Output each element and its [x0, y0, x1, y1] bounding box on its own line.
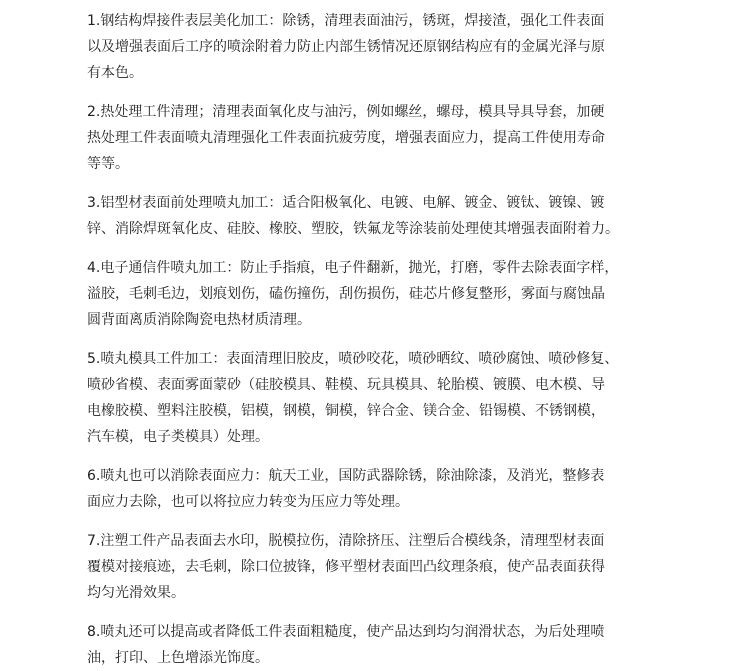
- paragraph-2: [87, 99, 720, 177]
- text-line: 6.喷丸也可以消除表面应力：航天工业，国防武器除锈，除油除漆，及消光，整修表: [87, 468, 605, 484]
- text-line: 3.铝型材表面前处理喷丸加工：适合阳极氧化、电镀、电解、镀金、镀钛、镀镍、镀: [87, 195, 605, 211]
- paragraph-8: [87, 619, 720, 671]
- text-line: 溢胶，毛刺毛边，划痕划伤，磕伤撞伤，刮伤损伤，硅芯片修复整形，雾面与腐蚀晶: [87, 286, 605, 302]
- text-line: 1.钢结构焊接件表层美化加工：除锈，清理表面油污，锈斑，焊接渣，强化工件表面: [87, 13, 605, 29]
- paragraph-6: [87, 463, 720, 515]
- text-line: 电橡胶模、塑料注胶模，铝模，钢模，铜模，锌合金、镁合金、铅锡模、不锈钢模，: [87, 403, 605, 419]
- text-line: 覆模对接痕迹，去毛刺，除口位披锋，修平塑材表面凹凸纹理条痕，使产品表面获得: [87, 559, 605, 575]
- text-line: 油，打印、上色增添光饰度。: [87, 650, 269, 666]
- text-line: 均匀光滑效果。: [87, 585, 185, 601]
- text-line: 有本色。: [87, 65, 143, 81]
- paragraph-3: [87, 190, 720, 242]
- text-line: 面应力去除，也可以将拉应力转变为压应力等处理。: [87, 494, 409, 510]
- text-line: 热处理工件表面喷丸清理强化工件表面抗疲劳度，增强表面应力，提高工件使用寿命: [87, 130, 605, 146]
- text-line: 8.喷丸还可以提高或者降低工件表面粗糙度，使产品达到均匀润滑状态，为后处理喷: [87, 624, 605, 640]
- text-line: 5.喷丸模具工件加工：表面清理旧胶皮，喷砂咬花，喷砂晒纹、喷砂腐蚀、喷砂修复、: [87, 351, 619, 367]
- paragraph-7: [87, 528, 720, 606]
- paragraph-1: [87, 8, 720, 86]
- text-line: 7.注塑工件产品表面去水印，脱模拉伤，清除挤压、注塑后合模线条，清理型材表面: [87, 533, 605, 549]
- paragraph-5: [87, 346, 720, 450]
- text-line: 喷砂省模、表面雾面蒙砂（硅胶模具、鞋模、玩具模具、轮胎模、镀膜、电木模、导: [87, 377, 605, 393]
- text-line: 汽车模，电子类模具）处理。: [87, 429, 269, 445]
- text-line: 2.热处理工件清理；清理表面氧化皮与油污，例如螺丝，螺母，模具导具导套，加硬: [87, 104, 605, 120]
- text-line: 以及增强表面后工序的喷涂附着力防止内部生锈情况还原钢结构应有的金属光泽与原: [87, 39, 605, 55]
- text-line: 圆背面离质消除陶瓷电热材质清理。: [87, 312, 311, 328]
- text-line: 等等。: [87, 156, 129, 172]
- paragraph-4: [87, 255, 720, 333]
- text-line: 锌、消除焊斑氧化皮、硅胶、橡胶、塑胶，铁氟龙等涂装前处理使其增强表面附着力。: [87, 221, 619, 237]
- text-line: 4.电子通信件喷丸加工：防止手指痕，电子件翻新，抛光，打磨，零件去除表面字样，: [87, 260, 619, 276]
